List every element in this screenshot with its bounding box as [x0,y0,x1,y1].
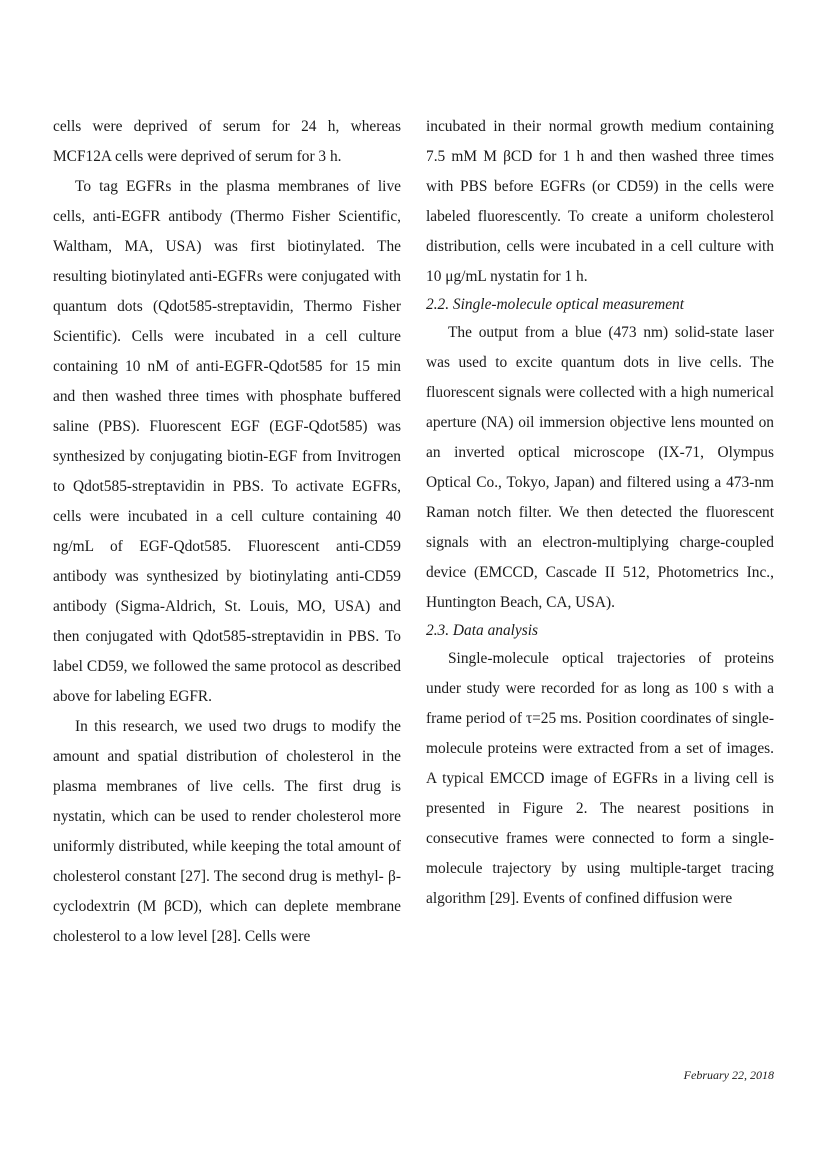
paragraph-cholesterol-drugs: In this research, we used two drugs to modify the amount and spatial distribution of cholesterol in the plasma membranes of live cells. The first drug is nystatin, which can be used to render cholesterol more uniformly distributed, while keeping the total amount of cholesterol constant [27]. The second drug is methyl- β-cyclodextrin (M βCD), which can deplete membrane cholesterol to a low level [28]. Cells were [53,718,401,945]
paragraph-egfr-tagging: To tag EGFRs in the plasma membranes of live cells, anti-EGFR antibody (Thermo Fisher Scientific, Waltham, MA, USA) was first biotinylated. The resulting biotinylated anti-EGFRs were conjugated with quantum dots (Qdot585-streptavidin, Thermo Fisher Scientific). Cells were incubated in a cell culture containing 10 nM of anti-EGFR-Qdot585 for 15 min and then washed three times with phosphate buffered saline (PBS). Fluorescent EGF (EGF-Qdot585) was synthesized by conjugating biotin-EGF from Invitrogen to Qdot585-streptavidin in PBS. To activate EGFRs, cells were incubated in a cell culture containing 40 ng/mL of EGF-Qdot585. Fluorescent anti-CD59 antibody was synthesized by biotinylating anti-CD59 antibody (Sigma-Aldrich, St. Louis, MO, USA) and then conjugated with Qdot585-streptavidin in PBS. To label CD59, we followed the same protocol as described above for labeling EGFR. [53,178,401,705]
paragraph-serum-deprivation: cells were deprived of serum for 24 h, whereas MCF12A cells were deprived of serum for 3 h. [53,118,401,165]
footer-date: February 22, 2018 [683,1068,774,1082]
left-column [53,112,401,952]
section-heading-data-analysis: 2.3. Data analysis [426,622,539,639]
paragraph-incubation: incubated in their normal growth medium containing 7.5 mM M βCD for 1 h and then washed three times with PBS before EGFRs (or CD59) in the cells were labeled fluorescently. To create a uniform cholesterol distribution, cells were incubated in a cell culture with 10 μg/mL nystatin for 1 h. [426,118,774,285]
right-column [426,112,774,914]
paragraph-optical-measurement: The output from a blue (473 nm) solid-state laser was used to excite quantum dots in live cells. The fluorescent signals were collected with a high numerical aperture (NA) oil immersion objective lens mounted on an inverted optical microscope (IX-71, Olympus Optical Co., Tokyo, Japan) and filtered using a 473-nm Raman notch filter. We then detected the fluorescent signals with an electron-multiplying charge-coupled device (EMCCD, Cascade II 512, Photometrics Inc., Huntington Beach, CA, USA). [426,324,774,611]
paragraph-data-analysis: Single-molecule optical trajectories of proteins under study were recorded for as long as 100 s with a frame period of τ=25 ms. Position coordinates of single-molecule proteins were extracted from a set of images. A typical EMCCD image of EGFRs in a living cell is presented in Figure 2. The nearest positions in consecutive frames were connected to form a single-molecule trajectory by using multiple-target tracing algorithm [29]. Events of confined diffusion were [426,650,774,907]
section-heading-optical-measurement: 2.2. Single-molecule optical measurement [426,296,685,313]
